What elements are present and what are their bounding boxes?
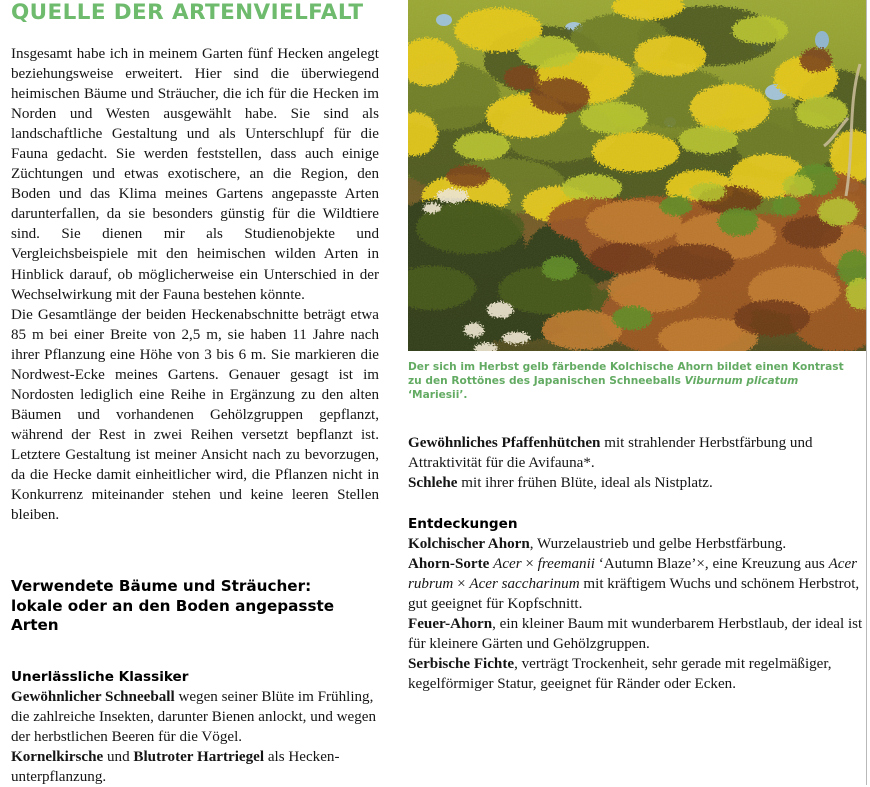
right-column [408,0,866,785]
left-column [11,0,379,785]
discoveries-block [408,515,866,694]
species-description: wegen seiner Blüte im Frühling, die zahlreiche Insekten, darunter Bienen anlockt, und wegen der herbstlichen Beeren für die Vögel. [11,688,377,745]
species-name-secondary: Blutroter Hartriegel [133,748,265,765]
species-name: Gewöhnliches Pfaffenhütchen [408,434,601,451]
species-description: mit strahlender Herbstfärbung und Attraktivität für die Avifauna*. [408,434,813,471]
photo-caption-latin-name: Viburnum plicatum [684,375,799,388]
species-subheading [11,577,379,636]
latin-separator-2: × [453,575,470,592]
classics-block [11,668,379,787]
right-column-body [408,433,866,695]
classics-heading: Unerlässliche Klassiker [11,668,189,685]
intro-paragraph-1: Insgesamt habe ich in meinem Garten fünf Hecken angelegt beziehungsweise erweitert. Hier sind die überwiegend heimischen Bäume und Sträucher, die ich für die Hecken im Norden und Westen ausgewählt habe. Sie sind als landschaftliche Gestaltung und als Unterschlupf für die Fauna gedacht. Sie werden feststellen, dass auch einige Züchtungen und etwas exotischere, an die Region, den Boden und das Klima meines Gartens angepasste Arten darunterfallen, da sie besonders günstig für die Wildtiere sind. Sie dienen mir als Studienobjekte und Vergleichsbeispiele mit den heimischen wilden Arten in Hinblick darauf, ob möglicherweise ein Unterschied in der Wechselwirkung mit der Fauna bestehen könnte. [11,46,379,303]
list-item [408,473,864,493]
photo-caption-text-1: Der sich im Herbst gelb färbende Kolchische Ahorn bildet einen Kontrast zu den Rottönes des Japanischen Schneeballs [408,361,844,388]
latin-name-3: Acer rubrum [408,555,858,592]
photo-caption-text-2: ‘Mariesii’. [408,389,468,402]
species-description: mit kräftigem Wuchs und schönem Herbstrot, gut geeignet für Kopfschnitt. [408,575,860,612]
latin-separator-1: × [521,555,538,572]
intro-paragraph-2: Die Gesamtlänge der beiden Heckenabschnitte beträgt etwa 85 m bei einer Breite von 2,5 m, sie haben 11 Jahre nach ihrer Pflanzung eine Höhe von 3 bis 6 m. Sie markieren die Nordwest-Ecke meines Gartens. Genauer gesagt ist im Nordosten lediglich eine Reihe in Ergänzung zu den alten Bäumen und vorhandenen Gehölzgruppen gepflanzt, während der Rest in zwei Reihen versetzt bepflanzt ist. Letztere Gestaltung ist meiner Ansicht nach zu bevorzugen, da die Hecke damit einheitlicher wird, die Pflanzen nicht in Konkurrenz miteinander stehen und keine leeren Stellen bleiben. [11,306,379,524]
list-item [408,554,864,614]
list-item [11,747,379,787]
latin-name-1: Acer [493,555,522,572]
cultivar-text: ‘Autumn Blaze’×, eine Kreuzung aus [594,555,829,572]
latin-name-2: freemanii [537,555,595,572]
species-name: Gewöhnlicher Schneeball [11,688,175,705]
species-description: , ein kleiner Baum mit wunderbarem Herbstlaub, der ideal ist für kleinere Gärten und Gehölzgruppen. [408,615,863,652]
page-title: QUELLE DER ARTENVIELFALT [11,0,364,25]
list-item [11,687,379,747]
species-description: mit ihrer frühen Blüte, ideal als Nistplatz. [457,474,713,491]
species-subheading-line-1: Verwendete Bäume und Sträucher: [11,577,312,596]
species-description: , verträgt Trockenheit, sehr gerade mit regelmäßiger, kegelförmiger Statur, geeignet für Ränder oder Ecken. [408,656,832,693]
list-item [408,654,864,694]
latin-name-4: Acer saccharinum [469,575,580,592]
species-name: Feuer-Ahorn [408,615,493,632]
species-name: Kornelkirsche [11,748,104,765]
species-name: Kolchischer Ahorn [408,535,530,552]
discoveries-heading: Entdeckungen [408,515,518,532]
photo-caption [408,360,860,403]
page-gutter-rule [866,0,867,785]
list-item [408,614,864,654]
species-description: als Heckenunterpflanzung. [11,748,340,785]
species-name: Serbische Fichte [408,656,515,673]
list-item [408,534,864,554]
species-description: , Wurzelaustrieb und gelbe Herbstfärbung. [529,535,787,552]
list-item [408,433,864,473]
species-subheading-line-2: lokale oder an den Boden angepasste Arten [11,596,335,635]
species-name: Schlehe [408,474,458,491]
species-name: Ahorn-Sorte [408,555,494,572]
species-conjunction: und [103,748,134,765]
autumn-foliage-photo [408,0,866,351]
